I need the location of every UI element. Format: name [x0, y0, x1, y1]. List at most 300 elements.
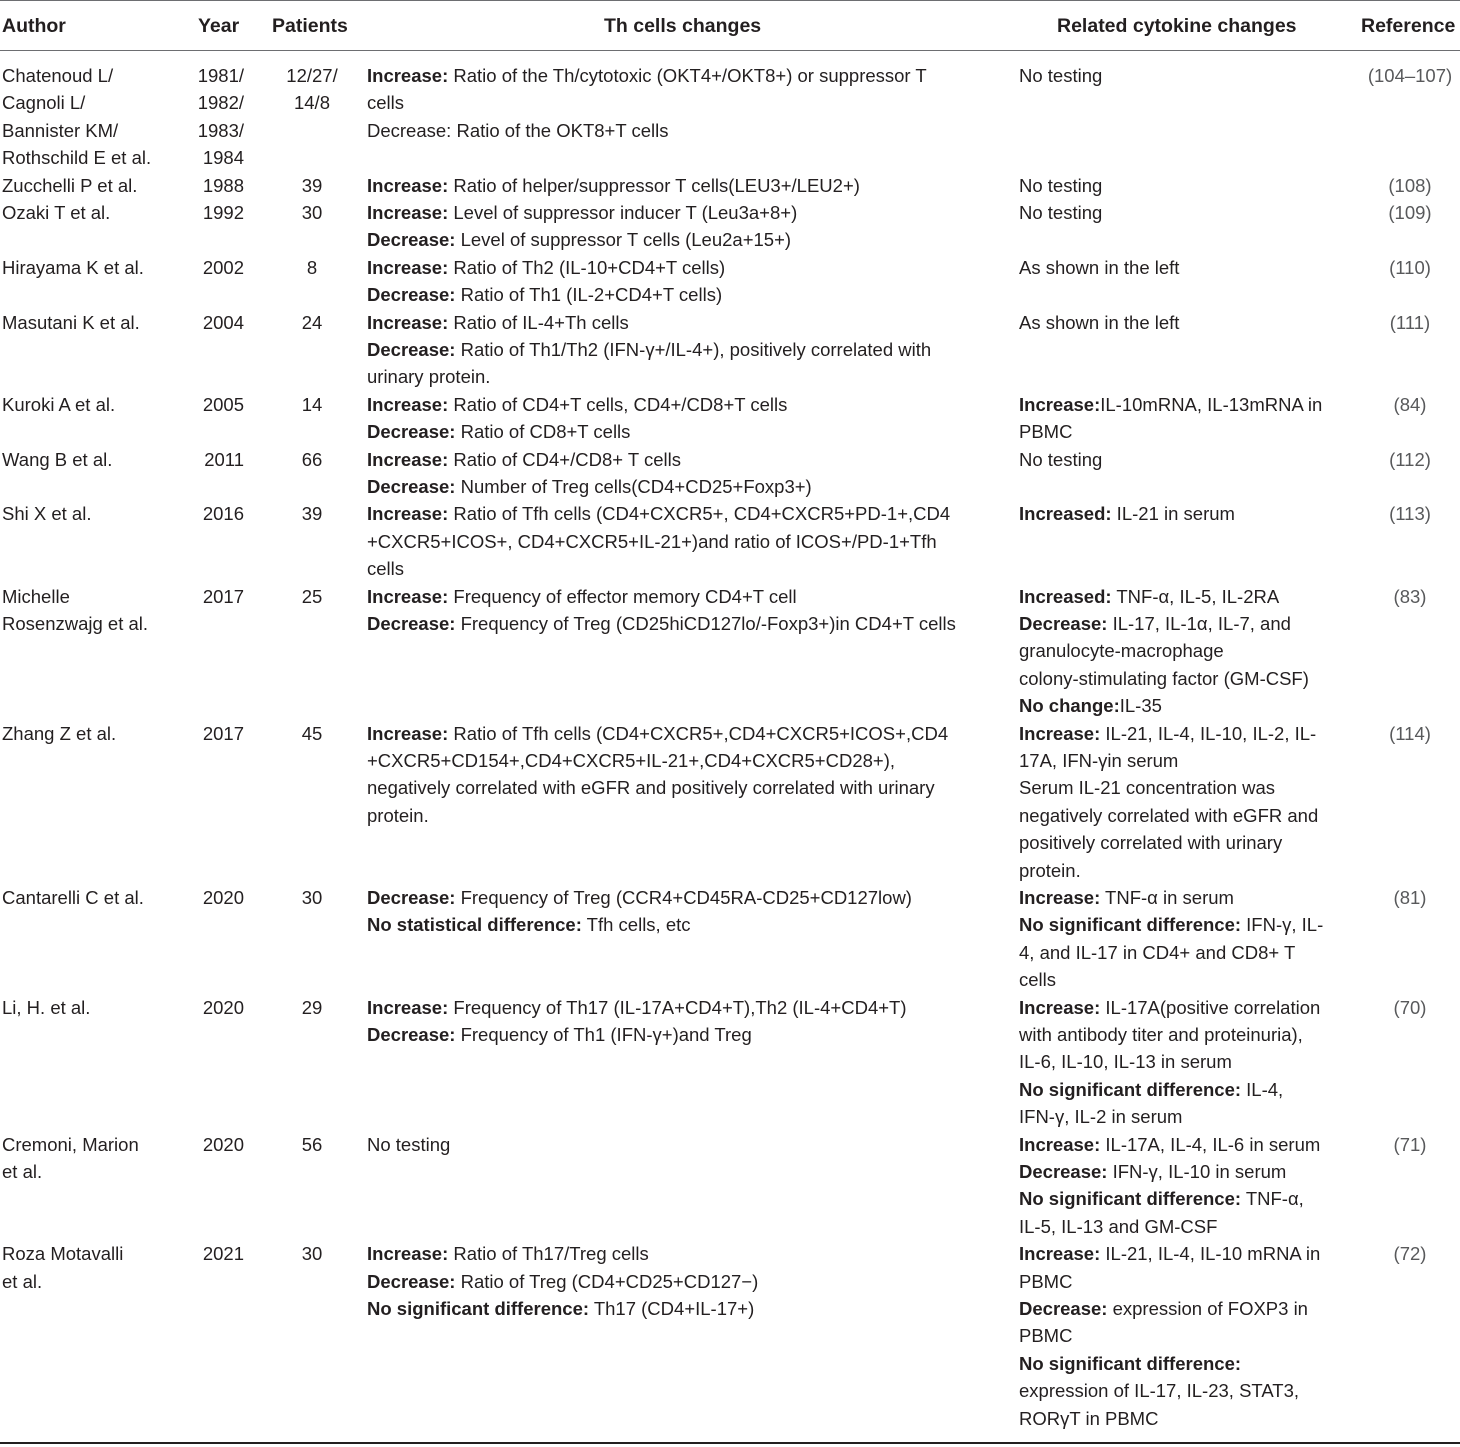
change-text: TNF-α in serum — [1100, 887, 1234, 908]
patients-cell — [262, 254, 362, 281]
author-cell-line: Li, H. et al. — [2, 996, 91, 1018]
change-label: Increase: — [1019, 887, 1101, 908]
th-cells-cell-line — [367, 473, 1007, 500]
change-label: No significant difference: — [367, 1298, 590, 1319]
change-text: Frequency of Treg (CD25hiCD127lo/-Foxp3+)in CD4+T cells — [455, 613, 956, 634]
author-cell-line: Bannister KM/ — [2, 119, 119, 141]
year-cell — [188, 583, 244, 610]
th-cells-cell-line — [367, 254, 1007, 281]
cytokine-cell — [1019, 994, 1354, 1131]
th-cells-cell-line — [367, 62, 1007, 89]
change-text: IL-17A, IL-4, IL-6 in serum — [1100, 1133, 1321, 1155]
change-text: RORγT in PBMC — [1019, 1407, 1159, 1429]
author-cell-line: Chatenoud L/ — [2, 65, 114, 86]
th-cells-cell-line — [367, 555, 1007, 582]
patients-cell-line: 25 — [301, 585, 323, 607]
change-label: Decrease: — [367, 229, 456, 251]
year-cell — [188, 1240, 244, 1267]
author-cell-line: et al. — [2, 1270, 43, 1292]
patients-cell-line: 14 — [301, 393, 323, 415]
change-text: No testing — [1019, 174, 1103, 196]
reference-cell: (71) — [1393, 1133, 1427, 1155]
change-text: Ratio of Treg (CD4+CD25+CD127−) — [455, 1270, 759, 1292]
change-text: Level of suppressor T cells (Leu2a+15+) — [455, 229, 792, 251]
change-label: Decrease: — [367, 476, 456, 497]
patients-cell-line: 45 — [301, 722, 323, 744]
change-text: Ratio of helper/suppressor T cells(LEU3+/LEU2+) — [448, 174, 860, 196]
change-text: IL-21, IL-4, IL-10, IL-2, IL- — [1100, 722, 1317, 744]
header-related-cytokine-changes: Related cytokine changes — [1057, 15, 1297, 37]
year-cell — [188, 172, 244, 199]
cytokine-cell-line — [1019, 747, 1354, 774]
cytokine-cell-line — [1019, 774, 1354, 801]
patients-cell — [262, 1131, 362, 1158]
change-text: Ratio of Th2 (IL-10+CD4+T cells) — [448, 256, 726, 278]
th-cells-cell — [367, 720, 1007, 830]
change-text: Decrease: Ratio of the OKT8+T cells — [367, 119, 669, 141]
cytokine-cell — [1019, 309, 1354, 336]
header-th-cells-changes: Th cells changes — [604, 15, 762, 37]
change-text: IL-21, IL-4, IL-10 mRNA in — [1100, 1243, 1321, 1265]
th-cells-cell-line — [367, 884, 1007, 911]
change-label: Decrease: — [367, 1024, 456, 1045]
th-cells-cell — [367, 309, 1007, 391]
author-cell — [2, 446, 187, 473]
change-text: Ratio of CD4+/CD8+ T cells — [448, 448, 681, 470]
cytokine-cell-line — [1019, 1350, 1354, 1377]
patients-cell-line: 30 — [301, 202, 323, 223]
th-cells-cell — [367, 994, 1007, 1049]
change-text: Frequency of effector memory CD4+T cell — [448, 585, 797, 607]
cytokine-cell-line — [1019, 911, 1354, 938]
author-cell-line: Wang B et al. — [2, 448, 113, 470]
th-cells-cell-line — [367, 363, 1007, 390]
patients-cell — [262, 1240, 362, 1267]
patients-cell-line: 29 — [301, 996, 323, 1018]
year-cell-line: 2020 — [202, 996, 244, 1018]
patients-cell — [262, 446, 362, 473]
cytokine-cell — [1019, 254, 1354, 281]
change-label: No significant difference: — [1019, 914, 1242, 936]
year-cell-line: 2020 — [202, 1133, 244, 1155]
change-text: Tfh cells, etc — [581, 914, 691, 936]
change-label: Increase: — [367, 503, 449, 525]
th-cells-cell-line — [367, 172, 1007, 199]
year-cell-line: 2016 — [202, 503, 244, 525]
cytokine-cell — [1019, 884, 1354, 994]
change-text: Level of suppressor inducer T (Leu3a+8+) — [448, 202, 798, 223]
reference-cell: (112) — [1389, 448, 1431, 470]
author-cell — [2, 309, 187, 336]
year-cell-line: 1982/ — [197, 92, 244, 114]
year-cell — [188, 254, 244, 281]
cytokine-cell-line — [1019, 939, 1354, 966]
author-cell-line: Rothschild E et al. — [2, 147, 152, 169]
change-text: protein. — [367, 804, 429, 826]
author-cell-line: Zhang Z et al. — [2, 722, 117, 744]
change-text: PBMC — [1019, 421, 1073, 443]
change-text: Ratio of CD4+T cells, CD4+/CD8+T cells — [448, 393, 788, 415]
change-label: Increase: — [367, 311, 449, 333]
cytokine-cell-line — [1019, 500, 1354, 527]
th-cells-cell — [367, 391, 1007, 446]
th-cells-cell — [367, 1131, 1007, 1158]
cytokine-cell-line — [1019, 62, 1354, 89]
change-text: IL-5, IL-13 and GM-CSF — [1019, 1215, 1218, 1237]
change-label: No significant difference: — [1019, 1078, 1242, 1100]
year-cell-line: 2021 — [202, 1243, 244, 1265]
change-label: Decrease: — [1019, 1161, 1108, 1182]
patients-cell-line: 14/8 — [293, 92, 330, 114]
year-cell — [188, 199, 244, 226]
th-cells-cell — [367, 254, 1007, 309]
change-label: Increase: — [367, 393, 449, 415]
change-label: Increase: — [367, 996, 449, 1018]
cytokine-cell-line — [1019, 583, 1354, 610]
change-text: No testing — [1019, 448, 1103, 470]
cytokine-cell-line — [1019, 1131, 1354, 1158]
th-cells-cell-line — [367, 774, 1007, 801]
year-cell — [188, 391, 244, 418]
change-text: Ratio of Th17/Treg cells — [448, 1243, 649, 1265]
patients-cell-line: 30 — [301, 1243, 323, 1265]
cytokine-cell-line — [1019, 1048, 1354, 1075]
change-text: No testing — [1019, 65, 1103, 86]
change-text: Ratio of Th1 (IL-2+CD4+T cells) — [455, 284, 723, 306]
change-label: Increase: — [367, 202, 449, 223]
cytokine-cell — [1019, 720, 1354, 884]
cytokine-cell-line — [1019, 802, 1354, 829]
cytokine-cell — [1019, 172, 1354, 199]
cytokine-cell-line — [1019, 446, 1354, 473]
author-cell — [2, 391, 187, 418]
reference-cell: (113) — [1389, 503, 1431, 525]
patients-cell — [262, 62, 362, 117]
header-author: Author — [2, 15, 66, 37]
bottom-rule — [0, 1442, 1460, 1444]
cytokine-cell — [1019, 583, 1354, 720]
th-cells-cell — [367, 500, 1007, 582]
change-text: IL-10mRNA, IL-13mRNA in — [1100, 393, 1323, 415]
author-cell — [2, 884, 187, 911]
change-label: Increase: — [1019, 1243, 1101, 1265]
change-label: Decrease: — [1019, 1298, 1108, 1319]
th-cells-cell-line — [367, 1240, 1007, 1267]
cytokine-cell-line — [1019, 1295, 1354, 1322]
change-text: positively correlated with urinary — [1019, 832, 1283, 854]
change-label: Decrease: — [367, 1270, 456, 1292]
reference-cell: (83) — [1393, 585, 1427, 607]
reference-cell: (70) — [1393, 996, 1427, 1018]
year-cell-line: 2004 — [202, 311, 244, 333]
author-cell-line: Cantarelli C et al. — [2, 887, 144, 908]
change-label: Increased: — [1019, 503, 1112, 525]
cytokine-cell-line — [1019, 1076, 1354, 1103]
th-cells-cell-line — [367, 500, 1007, 527]
patients-cell-line: 24 — [301, 311, 323, 333]
cytokine-cell-line — [1019, 994, 1354, 1021]
author-cell-line: Kuroki A et al. — [2, 393, 116, 415]
th-cells-cell — [367, 583, 1007, 638]
header-year: Year — [198, 15, 240, 37]
author-cell — [2, 583, 187, 638]
patients-cell — [262, 994, 362, 1021]
reference-cell: (108) — [1388, 174, 1432, 196]
cytokine-cell — [1019, 1240, 1354, 1432]
th-cells-cell-line — [367, 117, 1007, 144]
header-patients: Patients — [272, 15, 348, 37]
patients-cell — [262, 583, 362, 610]
th-cells-cell-line — [367, 446, 1007, 473]
change-text: 17A, IFN-γin serum — [1019, 750, 1179, 771]
cytokine-cell — [1019, 199, 1354, 226]
change-text: Frequency of Th1 (IFN-γ+)and Treg — [455, 1024, 752, 1045]
cytokine-cell-line — [1019, 1021, 1354, 1048]
cytokine-cell-line — [1019, 1377, 1354, 1404]
th-cells-cell-line — [367, 802, 1007, 829]
author-cell — [2, 172, 187, 199]
change-label: Increased: — [1019, 585, 1112, 607]
cytokine-cell — [1019, 391, 1354, 446]
change-label: Increase: — [1019, 722, 1101, 744]
cytokine-cell-line — [1019, 665, 1354, 692]
change-text: +CXCR5+CD154+,CD4+CXCR5+IL-21+,CD4+CXCR5+CD28+), — [367, 750, 896, 771]
cytokine-cell-line — [1019, 391, 1354, 418]
cytokine-cell-line — [1019, 1405, 1354, 1432]
change-text: cells — [367, 558, 405, 580]
change-label: Decrease: — [1019, 613, 1108, 634]
change-text: IFN-γ, IL- — [1241, 914, 1324, 936]
cytokine-cell-line — [1019, 829, 1354, 856]
change-label: Increase: — [367, 65, 449, 86]
change-text: IL-6, IL-10, IL-13 in serum — [1019, 1051, 1232, 1073]
th-cells-cell-line — [367, 199, 1007, 226]
cytokine-cell-line — [1019, 1185, 1354, 1212]
change-text: 4, and IL-17 in CD4+ and CD8+ T — [1019, 941, 1296, 963]
author-cell-line: Zucchelli P et al. — [2, 174, 138, 196]
change-text: IL-35 — [1119, 695, 1162, 717]
th-cells-cell-line — [367, 610, 1007, 637]
patients-cell-line: 30 — [301, 887, 323, 908]
year-cell-line: 2017 — [202, 585, 244, 607]
change-text: cells — [1019, 969, 1057, 991]
change-label: Decrease: — [367, 284, 456, 306]
year-cell — [188, 309, 244, 336]
th-cells-cell-line — [367, 583, 1007, 610]
change-label: Decrease: — [367, 339, 456, 360]
author-cell-line: Cremoni, Marion — [2, 1133, 139, 1155]
author-cell-line: Roza Motavalli — [2, 1243, 124, 1265]
th-cells-cell-line — [367, 418, 1007, 445]
author-cell — [2, 720, 187, 747]
change-text: As shown in the left — [1019, 256, 1180, 278]
change-text: Serum IL-21 concentration was — [1019, 777, 1276, 799]
header-reference: Reference — [1361, 15, 1456, 37]
author-cell-line: Shi X et al. — [2, 503, 92, 525]
reference-cell: (110) — [1389, 256, 1431, 278]
th-cells-cell-line — [367, 391, 1007, 418]
cytokine-cell-line — [1019, 1322, 1354, 1349]
th-cells-cell-line — [367, 720, 1007, 747]
change-text: Ratio of Th1/Th2 (IFN-γ+/IL-4+), positively correlated with — [455, 339, 932, 360]
reference-cell: (104–107) — [1367, 65, 1453, 86]
change-text: TNF-α, IL-5, IL-2RA — [1111, 585, 1280, 607]
year-cell-line: 1988 — [202, 174, 244, 196]
th-cells-cell-line — [367, 528, 1007, 555]
change-text: No testing — [367, 1133, 451, 1155]
change-label: Decrease: — [367, 421, 456, 443]
th-cells-cell-line — [367, 1295, 1007, 1322]
year-cell-line: 2005 — [202, 393, 244, 415]
change-text: granulocyte-macrophage — [1019, 640, 1224, 662]
change-label: Increase: — [367, 1243, 449, 1265]
change-text: Ratio of Tfh cells (CD4+CXCR5+, CD4+CXCR5+PD-1+,CD4 — [448, 503, 951, 525]
cytokine-cell — [1019, 1131, 1354, 1241]
reference-cell: (81) — [1393, 887, 1427, 908]
year-cell-line: 1992 — [202, 202, 244, 223]
author-cell-line: Rosenzwajg et al. — [2, 613, 149, 634]
change-label: No significant difference: — [1019, 1188, 1242, 1210]
year-cell — [188, 884, 244, 911]
th-cells-cell — [367, 446, 1007, 501]
change-text: Ratio of IL-4+Th cells — [448, 311, 629, 333]
th-cells-cell-line — [367, 994, 1007, 1021]
change-label: Increase: — [1019, 1133, 1101, 1155]
year-cell — [188, 62, 244, 172]
th-cells-cell-line — [367, 1021, 1007, 1048]
change-label: Decrease: — [367, 887, 456, 908]
reference-cell: (84) — [1393, 393, 1427, 415]
change-text: IFN-γ, IL-10 in serum — [1107, 1161, 1287, 1182]
cytokine-cell-line — [1019, 309, 1354, 336]
change-text: PBMC — [1019, 1270, 1073, 1292]
change-text: negatively correlated with eGFR and — [1019, 804, 1319, 826]
year-cell-line: 1984 — [202, 147, 244, 169]
patients-cell — [262, 720, 362, 747]
author-cell — [2, 994, 187, 1021]
change-text: IL-4, — [1241, 1078, 1284, 1100]
change-label: No significant difference: — [1019, 1352, 1242, 1374]
change-text: negatively correlated with eGFR and positively correlated with urinary — [367, 777, 935, 799]
patients-cell-line: 8 — [306, 256, 318, 278]
year-cell — [188, 1131, 244, 1158]
change-text: IFN-γ, IL-2 in serum — [1019, 1106, 1183, 1128]
cytokine-cell — [1019, 500, 1354, 527]
author-cell — [2, 1240, 187, 1295]
change-text: Frequency of Treg (CCR4+CD45RA-CD25+CD127low) — [455, 887, 912, 908]
cytokine-cell — [1019, 446, 1354, 473]
th-cells-cell-line — [367, 1131, 1007, 1158]
reference-cell: (114) — [1389, 722, 1431, 744]
cytokine-cell-line — [1019, 966, 1354, 993]
cytokine-cell-line — [1019, 1103, 1354, 1130]
change-text: Ratio of CD8+T cells — [455, 421, 631, 443]
change-text: PBMC — [1019, 1325, 1073, 1347]
th-cells-cell — [367, 884, 1007, 939]
th-cells-cell-line — [367, 309, 1007, 336]
year-cell — [188, 446, 244, 473]
cytokine-cell-line — [1019, 1240, 1354, 1267]
change-text: No testing — [1019, 202, 1103, 223]
change-label: Increase: — [1019, 996, 1101, 1018]
reference-cell: (111) — [1389, 311, 1431, 333]
change-text: Number of Treg cells(CD4+CD25+Foxp3+) — [455, 476, 812, 497]
year-cell-line: 1983/ — [197, 119, 244, 141]
cytokine-cell-line — [1019, 637, 1354, 664]
top-rule — [0, 0, 1460, 1]
year-cell-line: 2011 — [204, 448, 244, 470]
year-cell — [188, 500, 244, 527]
change-label: No statistical difference: — [367, 914, 582, 936]
cytokine-cell — [1019, 62, 1354, 89]
change-label: Increase: — [367, 448, 449, 470]
patients-cell — [262, 500, 362, 527]
change-text: IL-17, IL-1α, IL-7, and — [1107, 613, 1291, 634]
change-text: +CXCR5+ICOS+, CD4+CXCR5+IL-21+)and ratio of ICOS+/PD-1+Tfh — [367, 530, 937, 552]
patients-cell-line: 39 — [301, 503, 323, 525]
author-cell — [2, 199, 187, 226]
year-cell-line: 2017 — [202, 722, 244, 744]
change-text: expression of IL-17, IL-23, STAT3, — [1019, 1380, 1300, 1402]
th-cells-cell-line — [367, 336, 1007, 363]
year-cell-line: 2020 — [202, 887, 244, 908]
patients-cell-line: 39 — [301, 174, 323, 196]
change-label: Decrease: — [367, 613, 456, 634]
change-text: cells — [367, 92, 405, 114]
header-rule — [0, 50, 1460, 51]
change-text: TNF-α, — [1241, 1188, 1304, 1210]
change-text: Ratio of Tfh cells (CD4+CXCR5+,CD4+CXCR5+ICOS+,CD4 — [448, 722, 949, 744]
cytokine-cell-line — [1019, 720, 1354, 747]
change-text: Th17 (CD4+IL-17+) — [589, 1298, 755, 1319]
change-label: Increase: — [367, 174, 449, 196]
cytokine-cell-line — [1019, 418, 1354, 445]
author-cell-line: Hirayama K et al. — [2, 256, 144, 278]
year-cell — [188, 720, 244, 747]
change-text: with antibody titer and proteinuria), — [1019, 1024, 1303, 1045]
change-text: Frequency of Th17 (IL-17A+CD4+T),Th2 (IL-4+CD4+T) — [448, 996, 907, 1018]
cytokine-cell-line — [1019, 172, 1354, 199]
reference-cell: (109) — [1388, 202, 1432, 223]
th-cells-cell — [367, 62, 1007, 144]
cytokine-cell-line — [1019, 692, 1354, 719]
change-label: No change: — [1019, 695, 1120, 717]
cytokine-cell-line — [1019, 1158, 1354, 1185]
patients-cell-line: 66 — [301, 448, 323, 470]
th-cells-cell-line — [367, 226, 1007, 253]
change-text: As shown in the left — [1019, 311, 1180, 333]
patients-cell-line: 56 — [301, 1133, 323, 1155]
patients-cell — [262, 199, 362, 226]
author-cell — [2, 500, 187, 527]
cytokine-cell-line — [1019, 199, 1354, 226]
th-cells-cell-line — [367, 1268, 1007, 1295]
patients-cell — [262, 309, 362, 336]
th-cells-cell-line — [367, 281, 1007, 308]
change-text: Ratio of the Th/cytotoxic (OKT4+/OKT8+) or suppressor T — [448, 65, 927, 86]
cytokine-cell-line — [1019, 857, 1354, 884]
change-label: Increase: — [367, 585, 449, 607]
change-text: colony-stimulating factor (GM-CSF) — [1019, 667, 1309, 689]
patients-cell — [262, 391, 362, 418]
year-cell-line: 2002 — [202, 256, 244, 278]
change-text: urinary protein. — [367, 366, 491, 388]
patients-cell — [262, 172, 362, 199]
year-cell — [188, 994, 244, 1021]
patients-cell-line: 12/27/ — [286, 65, 338, 86]
change-text: IL-21 in serum — [1111, 503, 1235, 525]
cytokine-cell-line — [1019, 1213, 1354, 1240]
